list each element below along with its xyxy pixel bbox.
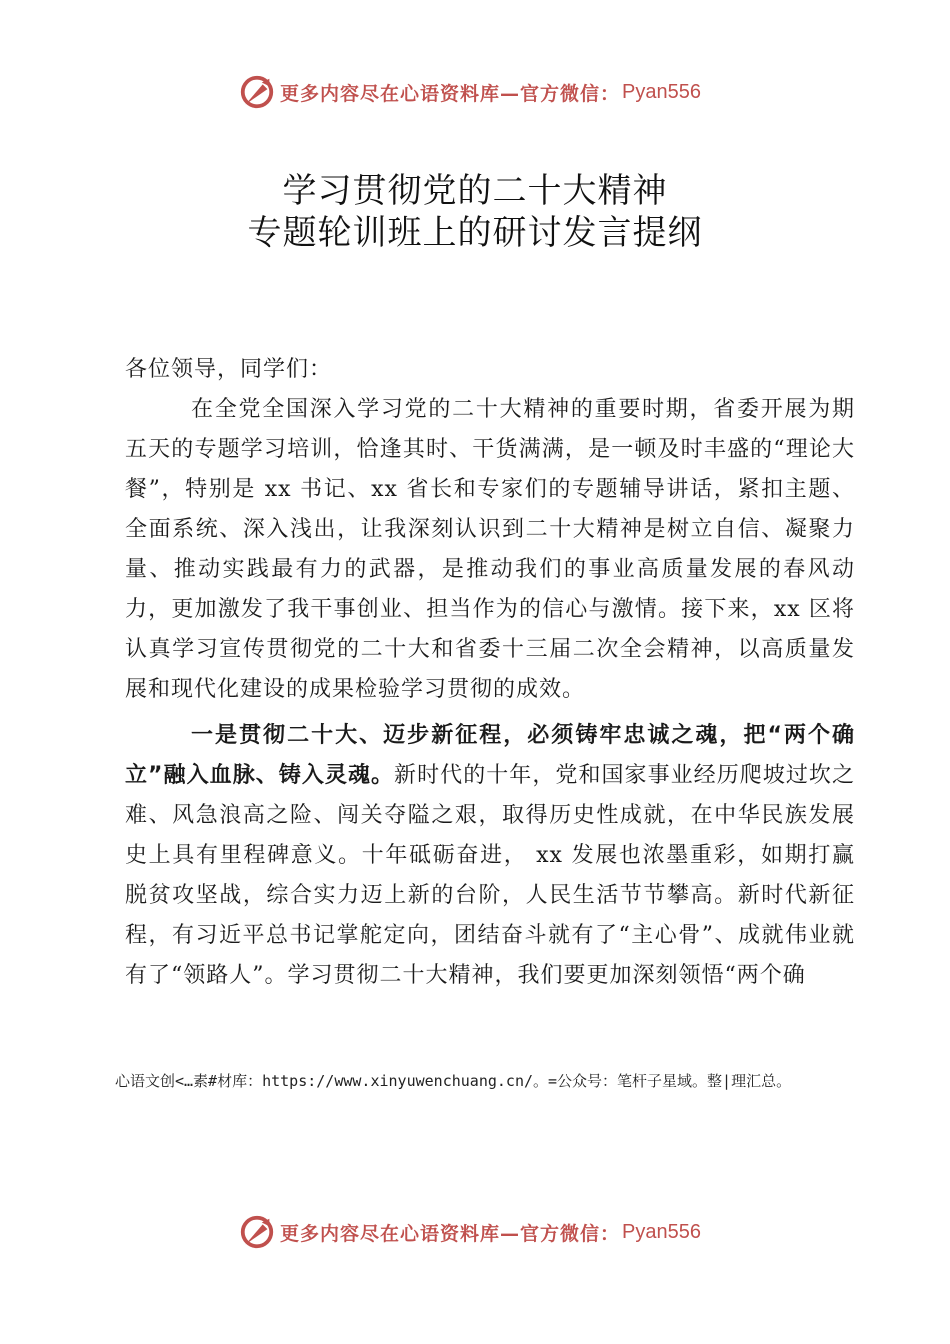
- document-title-line-1: 学习贯彻党的二十大精神: [282, 171, 668, 211]
- paragraph-2-text: 新时代的十年，党和国家事业经历爬坡过坎之难、风急浪高之险、闯关夺隘之艰，取得历史性成就，在中华民族发展史上具有里程碑意义。十年砥砺奋进， xx 发展也浓墨重彩，如期打赢脱贫攻坚战，综合实力迈上新的台阶，人民生活节节攀高。新时代新征程，有习近平总书记掌舵定向，团结奋斗就有了“主心骨”、成就伟业就有了“领路人”。学习贯彻二十大精神，我们要更加深刻领悟“两个确: [125, 763, 855, 988]
- pen-nib-circle-logo-icon: [238, 73, 276, 111]
- document-title-line-2: 专题轮训班上的研讨发言提纲: [247, 213, 703, 253]
- header-banner: [238, 72, 701, 112]
- paragraph-2-heading: 一是贯彻二十大、迈步新征程，必须铸牢忠诚之魂，把“两个确立”融入血脉、铸入灵魂。: [125, 723, 855, 788]
- footer-banner-text: 更多内容尽在心语资料库—官方微信：: [280, 1222, 621, 1245]
- banner-wechat-id: Pyan556: [622, 80, 701, 103]
- footer-banner: [238, 1212, 701, 1252]
- greeting: 各位领导，同学们：: [125, 357, 333, 382]
- source-footnote: 心语文创<…素#材库：https://www.xinyuwenchuang.cn/。=公众号：笔杆子星域。整|理汇总。: [115, 1072, 792, 1090]
- pen-nib-circle-logo-icon: [238, 1213, 276, 1251]
- paragraph-2: [125, 716, 855, 996]
- footer-banner-wechat-id: Pyan556: [622, 1220, 701, 1243]
- document-body: [125, 350, 855, 996]
- paragraph-1: 在全党全国深入学习党的二十大精神的重要时期，省委开展为期五天的专题学习培训，恰逢其时、干货满满，是一顿及时丰盛的“理论大餐”，特别是 xx 书记、xx 省长和专家们的专题辅导讲话，紧扣主题、全面系统、深入浅出，让我深刻认识到二十大精神是树立自信、凝聚力量、推动实践最有力的武器，是推动我们的事业高质量发展的春风动力，更加激发了我干事创业、担当作为的信心与激情。接下来，xx 区将认真学习宣传贯彻党的二十大和省委十三届二次全会精神，以高质量发展和现代化建设的成果检验学习贯彻的成效。: [125, 397, 855, 702]
- banner-text: 更多内容尽在心语资料库—官方微信：: [280, 82, 621, 105]
